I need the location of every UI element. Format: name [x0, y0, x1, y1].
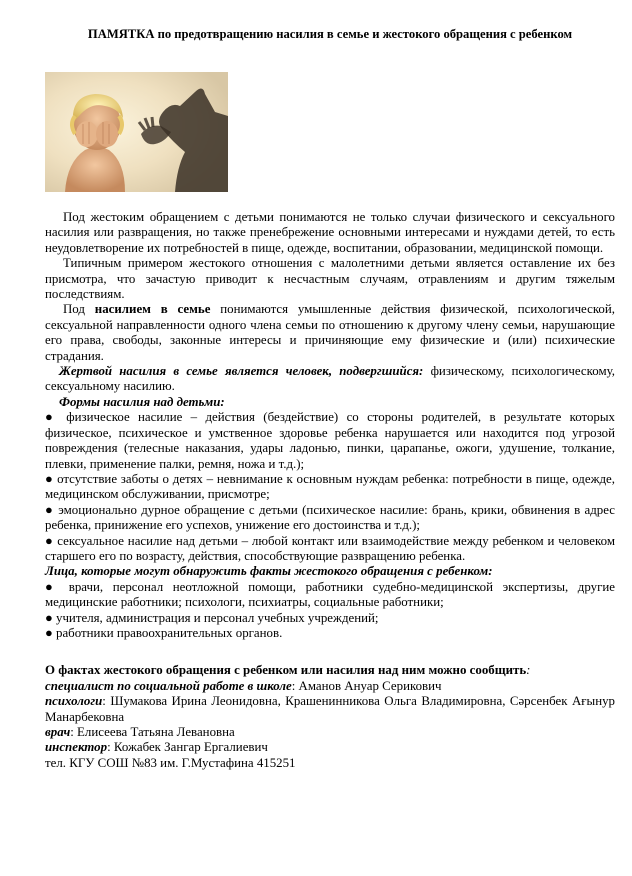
contact-role: специалист по социальной работе в школе: [45, 678, 292, 693]
contact-name: : Шумакова Ирина Леонидовна, Крашенинникова Ольга Владимировна, Сәрсенбек Ағынур Манарбековна: [45, 694, 615, 724]
contact-role: врач: [45, 725, 71, 739]
violence-def-text: понимаются умышленные действия физической, психологической, сексуальной направленности одного члена семьи по отношению к другому члену семьи, нарушающие его права, свободы, законные интересы и причиняющие ему физические и (или) психические страдания.: [45, 302, 615, 363]
report-heading: [45, 663, 615, 678]
victim-text: физическому, психологическому, сексуальному насилию.: [45, 364, 615, 394]
contact-name: : Кожабек Зангар Ергалиевич: [107, 740, 268, 755]
document-body: [45, 210, 615, 771]
contact-social-worker: [45, 679, 615, 694]
contact-doctor: [45, 725, 615, 740]
forms-item-emotional: ● эмоционально дурное обращение с детьми (психическое насилие: брань, крики, обвинения в адрес ребенка, принижение его успехов, унижение его достоинства и т.д.);: [45, 502, 615, 533]
report-heading-colon: :: [526, 663, 531, 678]
contacts-section: [45, 663, 615, 771]
child-abuse-illustration: [45, 72, 228, 192]
document-title: ПАМЯТКА по предотвращению насилия в семье и жестокого обращения с ребенком: [87, 27, 573, 41]
contact-name: : Аманов Ануар Серикович: [291, 678, 442, 693]
violence-definition: [45, 302, 615, 364]
intro-paragraph: Под жестоким обращением с детьми понимаются не только случаи физического и сексуального насилия или развращения, но также пренебрежение основными интересами и нуждами детей, то есть неудовлетворение их потребностей в пище, одежде, воспитании, образовании, медицинской помощи.: [45, 210, 615, 255]
violence-def-pre: Под: [63, 302, 85, 317]
contact-psychologists: [45, 694, 615, 725]
victim-heading: Жертвой насилия в семье является человек, подвергшийся:: [59, 364, 424, 379]
forms-heading: Формы насилия над детьми:: [59, 394, 225, 409]
forms-item-sexual: ● сексуальное насилие над детьми – любой контакт или взаимодействие между ребенком и человеком старшего его по возрасту, действия, способствующие развращению ребенка.: [45, 533, 615, 563]
contact-role: психологи: [45, 694, 103, 709]
detect-heading: Лица, которые могут обнаружить факты жестокого обращения с ребенком:: [45, 564, 493, 579]
detect-item-medical: ● врачи, персонал неотложной помощи, работники судебно-медицинской экспертизы, другие медицинские работники; психологи, психиатры, социальные работники;: [45, 579, 615, 610]
neglect-paragraph: Типичным примером жестокого отношения с малолетними детьми является оставление их без присмотра, что зачастую приводит к несчастным случаям, отравлениям и другим тяжелым последствиям.: [45, 256, 615, 302]
forms-item-physical: ● физическое насилие – действия (бездействие) со стороны родителей, в результате которых физическое, психическое и умственное здоровье ребенка нарушается или находится под угрозой повреждения (телесные наказания, удары ладонью, пинки, царапанье, ожоги, удушение, толкание, плевки, применение палки, ремня, ножа и т.д.);: [45, 410, 615, 471]
detect-item-police: ● работники правоохранительных органов.: [45, 625, 283, 640]
forms-item-neglect: ● отсутствие заботы о детях – невнимание к основным нуждам ребенка: потребности в пище, одежде, медицинском обслуживании, присмотре;: [45, 471, 615, 502]
report-heading-text: О фактах жестокого обращения с ребенком или насилия над ним можно сообщить: [45, 663, 527, 678]
victim-paragraph: [45, 364, 615, 395]
contact-role: инспектор: [45, 740, 108, 755]
school-phone: тел. КГУ СОШ №83 им. Г.Мустафина 415251: [45, 755, 296, 770]
detect-item-teachers: ● учителя, администрация и персонал учебных учреждений;: [45, 610, 379, 625]
contact-inspector: [45, 740, 615, 755]
contact-name: : Елисеева Татьяна Левановна: [70, 725, 235, 739]
violence-def-term: насилием в семье: [94, 302, 211, 317]
